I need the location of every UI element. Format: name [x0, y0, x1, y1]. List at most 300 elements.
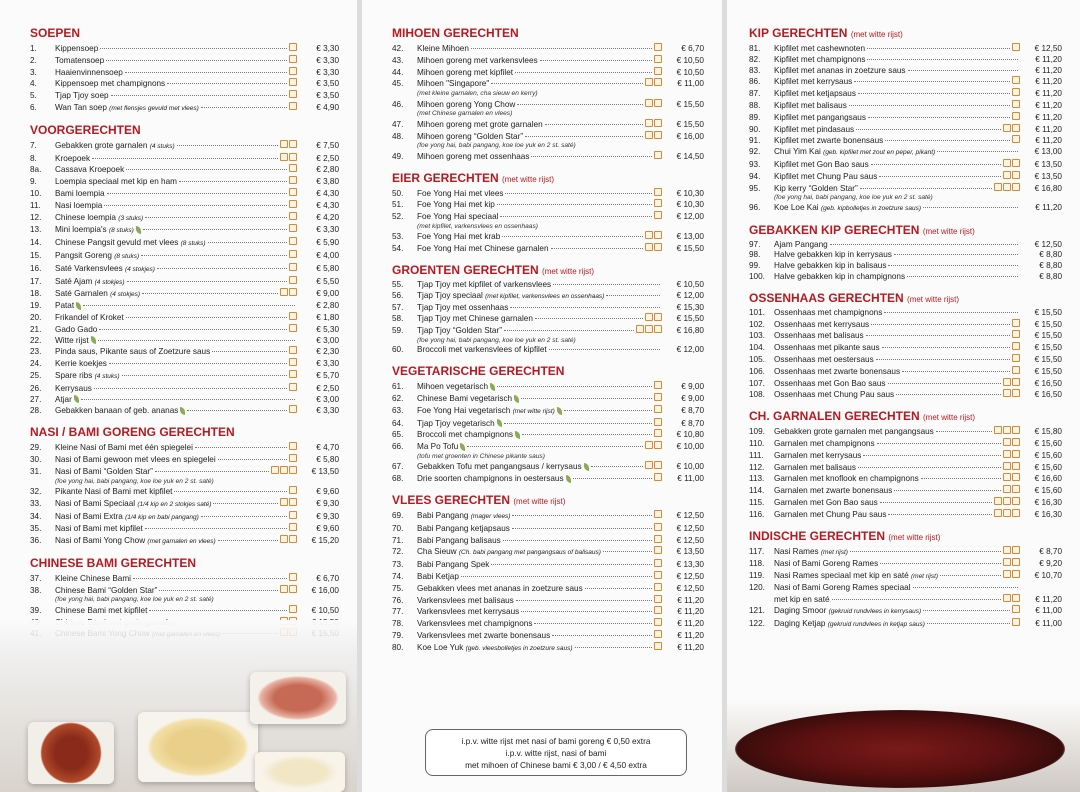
spicy-icon [654, 67, 662, 75]
spicy-icon [1012, 558, 1020, 566]
item-number: 72. [392, 547, 404, 557]
spicy-icon [289, 237, 297, 245]
item-icons [289, 90, 297, 98]
item-icons [1012, 618, 1020, 626]
item-name-wrap [417, 643, 573, 655]
menu-item [749, 171, 1062, 183]
section-title: KIP GERECHTEN [749, 26, 848, 40]
item-icons [654, 151, 662, 159]
menu-item [392, 345, 704, 356]
section-heading [392, 263, 704, 277]
item-price: € 13,50 [676, 547, 704, 557]
item-name: Ossenhaas met champignons [774, 307, 883, 317]
item-icons [654, 381, 662, 389]
spicy-icon [654, 381, 662, 389]
spicy-icon [654, 523, 662, 531]
item-name: Kipfilet met kerrysaus [774, 77, 853, 87]
section-title: GROENTEN GERECHTEN [392, 262, 539, 277]
menu-item [749, 135, 1062, 147]
menu-item [749, 389, 1062, 401]
menu-item [30, 405, 339, 417]
dot-leader [500, 216, 652, 217]
item-price: € 15,60 [1034, 462, 1062, 472]
item-name: Frikandel of Kroket [55, 312, 124, 322]
spicy-icon [1003, 378, 1011, 386]
spicy-icon [1012, 124, 1020, 132]
item-price: € 13,30 [676, 560, 704, 570]
spicy-icon [1012, 485, 1020, 493]
menu-item [749, 88, 1062, 100]
menu-item [30, 585, 339, 597]
item-name: Foe Yong Hai met vlees [417, 188, 504, 198]
item-name: Kipfilet met balisaus [774, 100, 847, 110]
item-name: Foe Yong Hai met kip [417, 200, 495, 210]
item-icons [645, 131, 662, 139]
spicy-icon [1003, 485, 1011, 493]
item-note: (mager vlees) [470, 512, 511, 520]
item-icons [289, 263, 297, 271]
item-name: Ma Po Tofu [417, 442, 459, 452]
item-price: € 2,80 [316, 165, 339, 175]
item-price: € 5,50 [316, 276, 339, 286]
spicy-icon [289, 200, 297, 208]
menu-item [392, 43, 704, 55]
spicy-icon [289, 605, 297, 613]
dot-leader [888, 265, 1018, 266]
menu-item [392, 99, 704, 111]
dot-leader [863, 455, 1001, 456]
dot-leader [923, 610, 1010, 611]
menu-item [30, 346, 339, 358]
item-number: 89. [749, 112, 761, 122]
item-name-wrap [55, 313, 124, 324]
item-number: 45. [392, 79, 404, 89]
section-heading [392, 493, 704, 507]
spicy-icon [1003, 183, 1011, 191]
item-name-wrap [417, 474, 571, 485]
item-name: Nasi of Bami Goreng Rames speciaal [774, 582, 911, 592]
menu-item [749, 261, 1062, 272]
item-name-wrap [774, 343, 880, 354]
item-name-wrap [417, 244, 549, 255]
item-price: € 16,80 [1034, 183, 1062, 193]
menu-item [30, 153, 339, 165]
item-price: € 3,30 [316, 225, 339, 235]
menu-column-2 [362, 0, 722, 792]
item-name-wrap [55, 384, 92, 395]
item-number: 60. [392, 345, 404, 355]
item-name-wrap [774, 55, 865, 66]
dot-leader [213, 503, 278, 504]
note-line-2: i.p.v. witte rijst, nasi of bami [505, 748, 607, 758]
item-name-wrap [774, 559, 878, 570]
spicy-icon [654, 151, 662, 159]
dot-leader [159, 590, 278, 591]
spicy-icon [654, 546, 662, 554]
item-number: 117. [749, 546, 765, 556]
vegetarian-leaf-icon [514, 395, 519, 403]
item-icons [654, 67, 662, 75]
dot-leader [143, 229, 287, 230]
item-name: Saté Garnalen [55, 289, 108, 299]
menu-item [392, 630, 704, 642]
item-name-wrap [417, 120, 543, 131]
item-price: € 12,50 [1034, 44, 1062, 53]
spicy-icon [654, 199, 662, 207]
dot-leader [880, 563, 1001, 564]
item-number: 71. [392, 535, 404, 545]
vegetarian-leaf-icon [74, 395, 79, 403]
item-name: Ajam Pangang [774, 239, 828, 249]
item-name-wrap [774, 203, 921, 215]
spicy-icon [654, 461, 662, 469]
item-name: Babi Pangang Spek [417, 560, 490, 570]
menu-item [392, 583, 704, 595]
item-name: Wan Tan soep [55, 102, 107, 112]
item-name: Kippensoep met champignons [55, 79, 166, 89]
item-price: € 2,50 [316, 153, 339, 163]
dot-leader [937, 151, 1018, 152]
rice-substitution-note [425, 729, 687, 776]
spicy-icon [1003, 546, 1011, 554]
item-price: € 15,50 [676, 314, 704, 324]
item-price: € 10,80 [676, 430, 704, 440]
vegetarian-leaf-icon [76, 302, 81, 310]
dot-leader [512, 515, 652, 516]
item-number: 18. [30, 289, 42, 299]
item-name: Broccoli met varkensvlees of kipfilet [417, 345, 547, 355]
spicy-icon [654, 243, 662, 251]
item-description: (foe yong hai, babi pangang, koe loe yuk en 2 st. saté) [55, 596, 214, 604]
item-number: 100. [749, 271, 765, 281]
spicy-icon [289, 102, 297, 110]
menu-item [749, 76, 1062, 88]
item-note: (4 stuks) [94, 372, 120, 380]
item-icons [289, 442, 297, 450]
item-name-wrap [55, 103, 199, 115]
item-name: Ossenhaas met Gon Bao saus [774, 378, 886, 388]
dot-leader [871, 324, 1010, 325]
item-price: € 15,80 [1034, 427, 1062, 437]
item-name: Foe Yong Hai vegetarisch [417, 405, 511, 415]
dot-leader [522, 434, 652, 435]
menu-item [392, 188, 704, 200]
item-note: (gekruid rundvlees in kerrysaus) [828, 608, 922, 616]
spicy-icon [994, 497, 1002, 505]
item-price: € 9,00 [316, 289, 339, 299]
menu-item [392, 393, 704, 405]
item-price: € 11,20 [677, 630, 704, 640]
item-icons [289, 55, 297, 63]
item-note: (1/4 kip en babi pangang) [125, 513, 199, 521]
item-name-wrap [417, 314, 533, 325]
dot-leader [201, 107, 287, 108]
item-name: Mihoen goreng met kipfilet [417, 67, 514, 77]
dot-leader [936, 431, 992, 432]
item-note: (1/4 kip en 2 stokjes saté) [137, 500, 212, 508]
menu-item [30, 78, 339, 90]
dot-leader [111, 95, 287, 96]
item-name-wrap [417, 212, 498, 223]
spicy-icon [1012, 570, 1020, 578]
item-price: € 13,00 [1034, 147, 1062, 157]
menu-item [749, 203, 1062, 215]
item-icons [654, 618, 662, 626]
item-name: Koe Loe Yuk [417, 642, 464, 652]
item-name: Chinese Bami “Golden Star” [55, 585, 158, 595]
dot-leader [99, 329, 287, 330]
item-name: Kipfilet met ketjapsaus [774, 89, 856, 99]
item-number: 48. [392, 131, 404, 141]
item-name-wrap [55, 359, 107, 370]
item-price: € 14,50 [676, 151, 704, 161]
item-price: € 16,80 [676, 326, 704, 336]
item-number: 13. [30, 225, 42, 235]
item-icons [1003, 124, 1020, 132]
item-name-wrap [417, 100, 515, 111]
item-price: € 11,20 [677, 595, 704, 605]
item-number: 6. [30, 102, 37, 112]
spicy-icon [289, 212, 297, 220]
dot-leader [867, 59, 1018, 60]
item-price: € 8,70 [1039, 546, 1062, 556]
menu-item [749, 342, 1062, 354]
item-number: 68. [392, 474, 404, 484]
item-description: (foe yong hai, babi pangang, koe loe yuk en 2 st. saté) [417, 142, 576, 150]
item-name: Kipfilet met Gon Bao saus [774, 159, 869, 169]
item-number: 96. [749, 202, 761, 212]
item-number: 58. [392, 314, 404, 324]
item-name-wrap [55, 277, 125, 289]
spicy-icon [654, 78, 662, 86]
item-name: Ossenhaas met kerrysaus [774, 319, 870, 329]
item-name: Garnalen met kerrysaus [774, 450, 862, 460]
item-icons [289, 573, 297, 581]
item-note: (met flensjes gevuld met vlees) [109, 104, 199, 112]
item-name-wrap [417, 68, 513, 79]
section-title: VOORGERECHTEN [30, 122, 141, 137]
spicy-icon [636, 325, 644, 333]
item-name-wrap [55, 574, 131, 585]
item-icons [654, 429, 662, 437]
dot-leader [157, 268, 287, 269]
item-number: 39. [30, 605, 42, 615]
menu-item [749, 605, 1062, 618]
item-icons [654, 211, 662, 219]
item-number: 98. [749, 250, 761, 260]
menu-item [392, 211, 704, 223]
item-note: (met witte rijst) [512, 407, 555, 415]
item-name: Halve gebakken kip in balisaus [774, 261, 887, 271]
menu-item [392, 243, 704, 255]
item-number: 14. [30, 238, 42, 248]
spicy-icon [289, 224, 297, 232]
section-title: CH. GARNALEN GERECHTEN [749, 409, 920, 424]
item-price: € 2,30 [316, 347, 339, 357]
item-number: 121. [749, 606, 765, 616]
item-number: 51. [392, 200, 404, 210]
item-name: Tjap Tjoy soep [55, 91, 109, 101]
item-price: € 11,20 [677, 642, 704, 652]
menu-item [30, 43, 339, 55]
spicy-icon [1012, 319, 1020, 327]
menu-item [392, 461, 704, 473]
spicy-icon [289, 511, 297, 519]
item-price: € 15,50 [1034, 343, 1062, 353]
item-name-wrap [55, 301, 81, 312]
item-name: Tjap Tjoy speciaal [417, 290, 483, 300]
item-name-wrap [55, 395, 79, 406]
spicy-icon [289, 176, 297, 184]
item-name: Pikante Nasi of Bami met kipfilet [55, 486, 173, 496]
item-name-wrap [417, 596, 514, 607]
spicy-icon [654, 231, 662, 239]
section-subtitle: (met witte rijst) [888, 532, 941, 542]
menu-item [30, 164, 339, 176]
dot-leader [174, 491, 287, 492]
item-icons [645, 461, 662, 469]
section-heading [749, 26, 1062, 40]
vegetarian-leaf-icon [497, 419, 502, 427]
item-name: Daging Smoor [774, 606, 827, 616]
item-name-wrap [774, 261, 886, 272]
dot-leader [849, 105, 1010, 106]
item-name-wrap [55, 264, 155, 276]
item-price: € 6,70 [681, 44, 704, 53]
item-price: € 5,80 [316, 263, 339, 273]
item-name-wrap [774, 184, 858, 195]
spicy-icon [1012, 618, 1020, 626]
item-price: € 13,50 [1034, 159, 1062, 169]
item-number: 61. [392, 382, 404, 392]
spicy-icon [645, 243, 653, 251]
item-description: (met kipfilet, varkensvlees en ossenhaas) [417, 222, 538, 230]
dot-leader [902, 371, 1010, 372]
item-number: 7. [30, 140, 37, 150]
section-subtitle: (met witte rijst) [850, 30, 903, 39]
item-name: Garnalen met balisaus [774, 462, 856, 472]
spicy-icon [654, 188, 662, 196]
item-name-wrap [55, 455, 216, 466]
item-name: Chui Yim Kai [774, 147, 821, 157]
item-name: Babi Pangang [417, 510, 469, 520]
dot-leader [535, 318, 643, 319]
item-price: € 4,30 [316, 188, 339, 198]
dot-leader [913, 587, 1018, 588]
spicy-icon [289, 370, 297, 378]
section-heading [30, 556, 339, 570]
item-name: Kipfilet met Chung Pau saus [774, 171, 878, 181]
item-name-wrap [55, 371, 120, 383]
menu-item [30, 454, 339, 466]
item-icons [1003, 473, 1020, 481]
item-name: Cha Sieuw [417, 547, 457, 557]
spicy-icon [1012, 88, 1020, 96]
dot-leader [884, 312, 1018, 313]
dot-leader [521, 398, 652, 399]
item-price: € 3,30 [316, 44, 339, 53]
item-number: 59. [392, 326, 404, 336]
item-price: € 4,00 [316, 250, 339, 260]
item-icons [994, 497, 1020, 505]
spicy-icon [645, 313, 653, 321]
menu-item [392, 429, 704, 441]
item-number: 97. [749, 239, 761, 249]
item-icons [280, 498, 297, 506]
spicy-icon [654, 642, 662, 650]
item-icons [1003, 171, 1020, 179]
item-number: 63. [392, 405, 404, 415]
menu-item [392, 618, 704, 630]
item-price: € 11,20 [1035, 124, 1062, 134]
dot-leader [106, 60, 287, 61]
note-line-1: i.p.v. witte rijst met nasi of bami goreng € 0,50 extra [461, 736, 651, 746]
dot-leader [575, 647, 652, 648]
item-note: (geb. kipfilet met zout en peper, pikant) [823, 149, 936, 157]
item-number: 46. [392, 99, 404, 109]
item-name: Halve gebakken kip in champignons [774, 271, 906, 281]
spicy-icon [654, 571, 662, 579]
item-icons [654, 405, 662, 413]
dot-leader [921, 478, 1001, 479]
menu-item [30, 324, 339, 336]
dot-leader [830, 244, 1018, 245]
item-icons [280, 140, 297, 148]
item-number: 101. [749, 307, 765, 317]
item-price: € 13,50 [311, 466, 339, 476]
menu-item [749, 438, 1062, 450]
item-name-wrap [774, 547, 848, 559]
spicy-icon [1012, 159, 1020, 167]
item-name: Nasi of Bami “Golden Star” [55, 466, 153, 476]
item-name: Gebakken banaan of geb. ananas [55, 406, 179, 416]
item-name: Loempia speciaal met kip en ham [55, 177, 177, 187]
item-icons [654, 523, 662, 531]
item-name: Gebakken grote garnalen [55, 140, 148, 150]
spicy-icon [654, 606, 662, 614]
item-number: 90. [749, 124, 761, 134]
dot-leader [187, 410, 287, 411]
vegetarian-leaf-icon [490, 383, 495, 391]
item-number: 20. [30, 312, 42, 322]
spicy-icon [654, 441, 662, 449]
item-price: € 11,20 [1035, 100, 1062, 110]
dot-leader [880, 502, 992, 503]
spicy-icon [654, 595, 662, 603]
menu-item [392, 571, 704, 583]
spicy-icon [654, 119, 662, 127]
spicy-icon [1003, 438, 1011, 446]
spicy-icon [654, 559, 662, 567]
dot-leader [516, 600, 652, 601]
dot-leader [497, 204, 652, 205]
item-number: 105. [749, 354, 765, 364]
item-name-wrap [774, 367, 900, 378]
item-number: 2. [30, 55, 37, 65]
spicy-icon [654, 131, 662, 139]
item-number: 31. [30, 466, 42, 476]
menu-item [392, 606, 704, 618]
menu-item [392, 535, 704, 547]
item-number: 83. [749, 65, 761, 75]
menu-item [749, 43, 1062, 55]
item-name: Babi Pangang balisaus [417, 535, 501, 545]
menu-item [749, 100, 1062, 112]
menu-item [392, 231, 704, 243]
item-icons [1003, 159, 1020, 167]
item-description: (foe yong hai, babi pangang, koe loe yuk en 2 st. saté) [774, 194, 933, 202]
spicy-icon [1012, 43, 1020, 51]
